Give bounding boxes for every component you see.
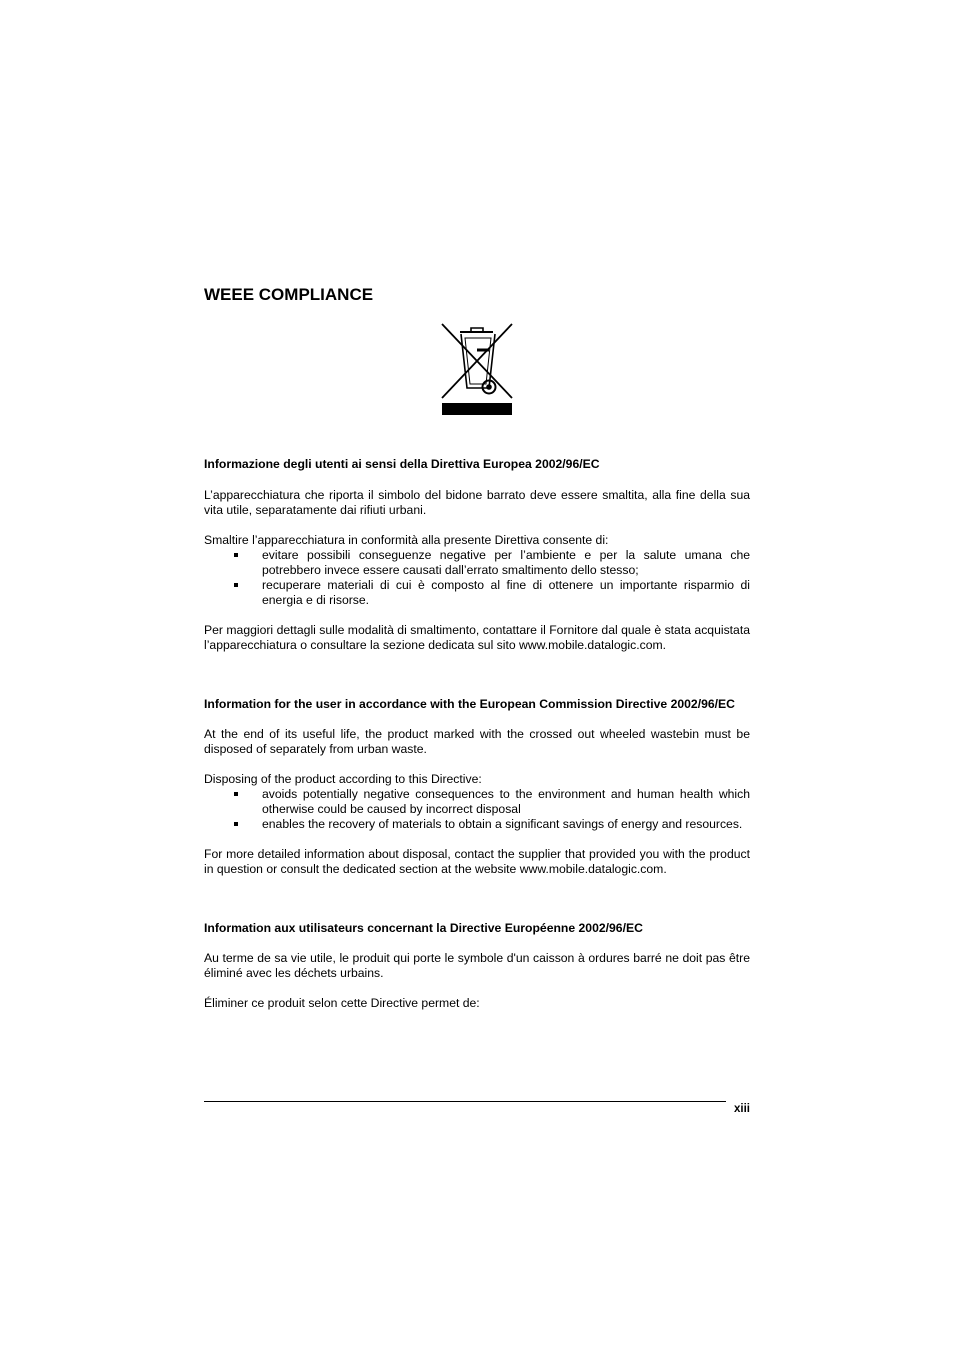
- list-item: evitare possibili conseguenze negative per l’ambiente e per la salute umana che potrebbero invece essere causati dall’errato smaltimento dello stesso;: [204, 548, 750, 578]
- page-title: WEEE COMPLIANCE: [204, 285, 374, 304]
- list-item: avoids potentially negative consequences to the environment and human health which otherwise could be caused by incorrect disposal: [204, 787, 750, 817]
- bullet-icon: [234, 583, 238, 587]
- footer-divider: [204, 1101, 726, 1102]
- french-heading: Information aux utilisateurs concernant la Directive Européenne 2002/96/EC: [204, 921, 643, 935]
- english-intro: Disposing of the product according to this Directive:: [204, 772, 482, 786]
- list-item: recuperare materiali di cui è composto al fine di ottenere un importante risparmio di energia e di risorse.: [204, 578, 750, 608]
- italian-bullet-list: [204, 548, 750, 608]
- english-heading: Information for the user in accordance with the European Commission Directive 2002/96/EC: [204, 697, 735, 711]
- bullet-icon: [234, 792, 238, 796]
- italian-intro: Smaltire l’apparecchiatura in conformità alla presente Direttiva consente di:: [204, 533, 609, 547]
- bullet-icon: [234, 822, 238, 826]
- list-item: enables the recovery of materials to obtain a significant savings of energy and resources.: [204, 817, 750, 832]
- english-bullet-list: [204, 787, 750, 832]
- french-intro: Éliminer ce produit selon cette Directive permet de:: [204, 996, 480, 1010]
- english-paragraph-1: At the end of its useful life, the product marked with the crossed out wheeled wastebin must be disposed of separately from urban waste.: [204, 727, 750, 756]
- italian-paragraph-3: Per maggiori dettagli sulle modalità di smaltimento, contattare il Fornitore dal quale è stata acquistata l’apparecchiatura o consultare la sezione dedicata sul sito www.mobile.datalogic.com.: [204, 623, 750, 652]
- page-number: xiii: [734, 1103, 750, 1115]
- bullet-icon: [234, 553, 238, 557]
- crossed-out-wheeled-bin-icon: [441, 322, 513, 416]
- italian-paragraph-1: L’apparecchiatura che riporta il simbolo del bidone barrato deve essere smaltita, alla fine della sua vita utile, separatamente dai rifiuti urbani.: [204, 488, 750, 517]
- english-paragraph-3: For more detailed information about disposal, contact the supplier that provided you with the product in question or consult the dedicated section at the website www.mobile.datalogic.com.: [204, 847, 750, 876]
- document-body: [204, 457, 750, 1011]
- italian-heading: Informazione degli utenti ai sensi della Direttiva Europea 2002/96/EC: [204, 457, 600, 471]
- french-paragraph-1: Au terme de sa vie utile, le produit qui porte le symbole d'un caisson à ordures barré ne doit pas être éliminé avec les déchets urbains.: [204, 951, 750, 980]
